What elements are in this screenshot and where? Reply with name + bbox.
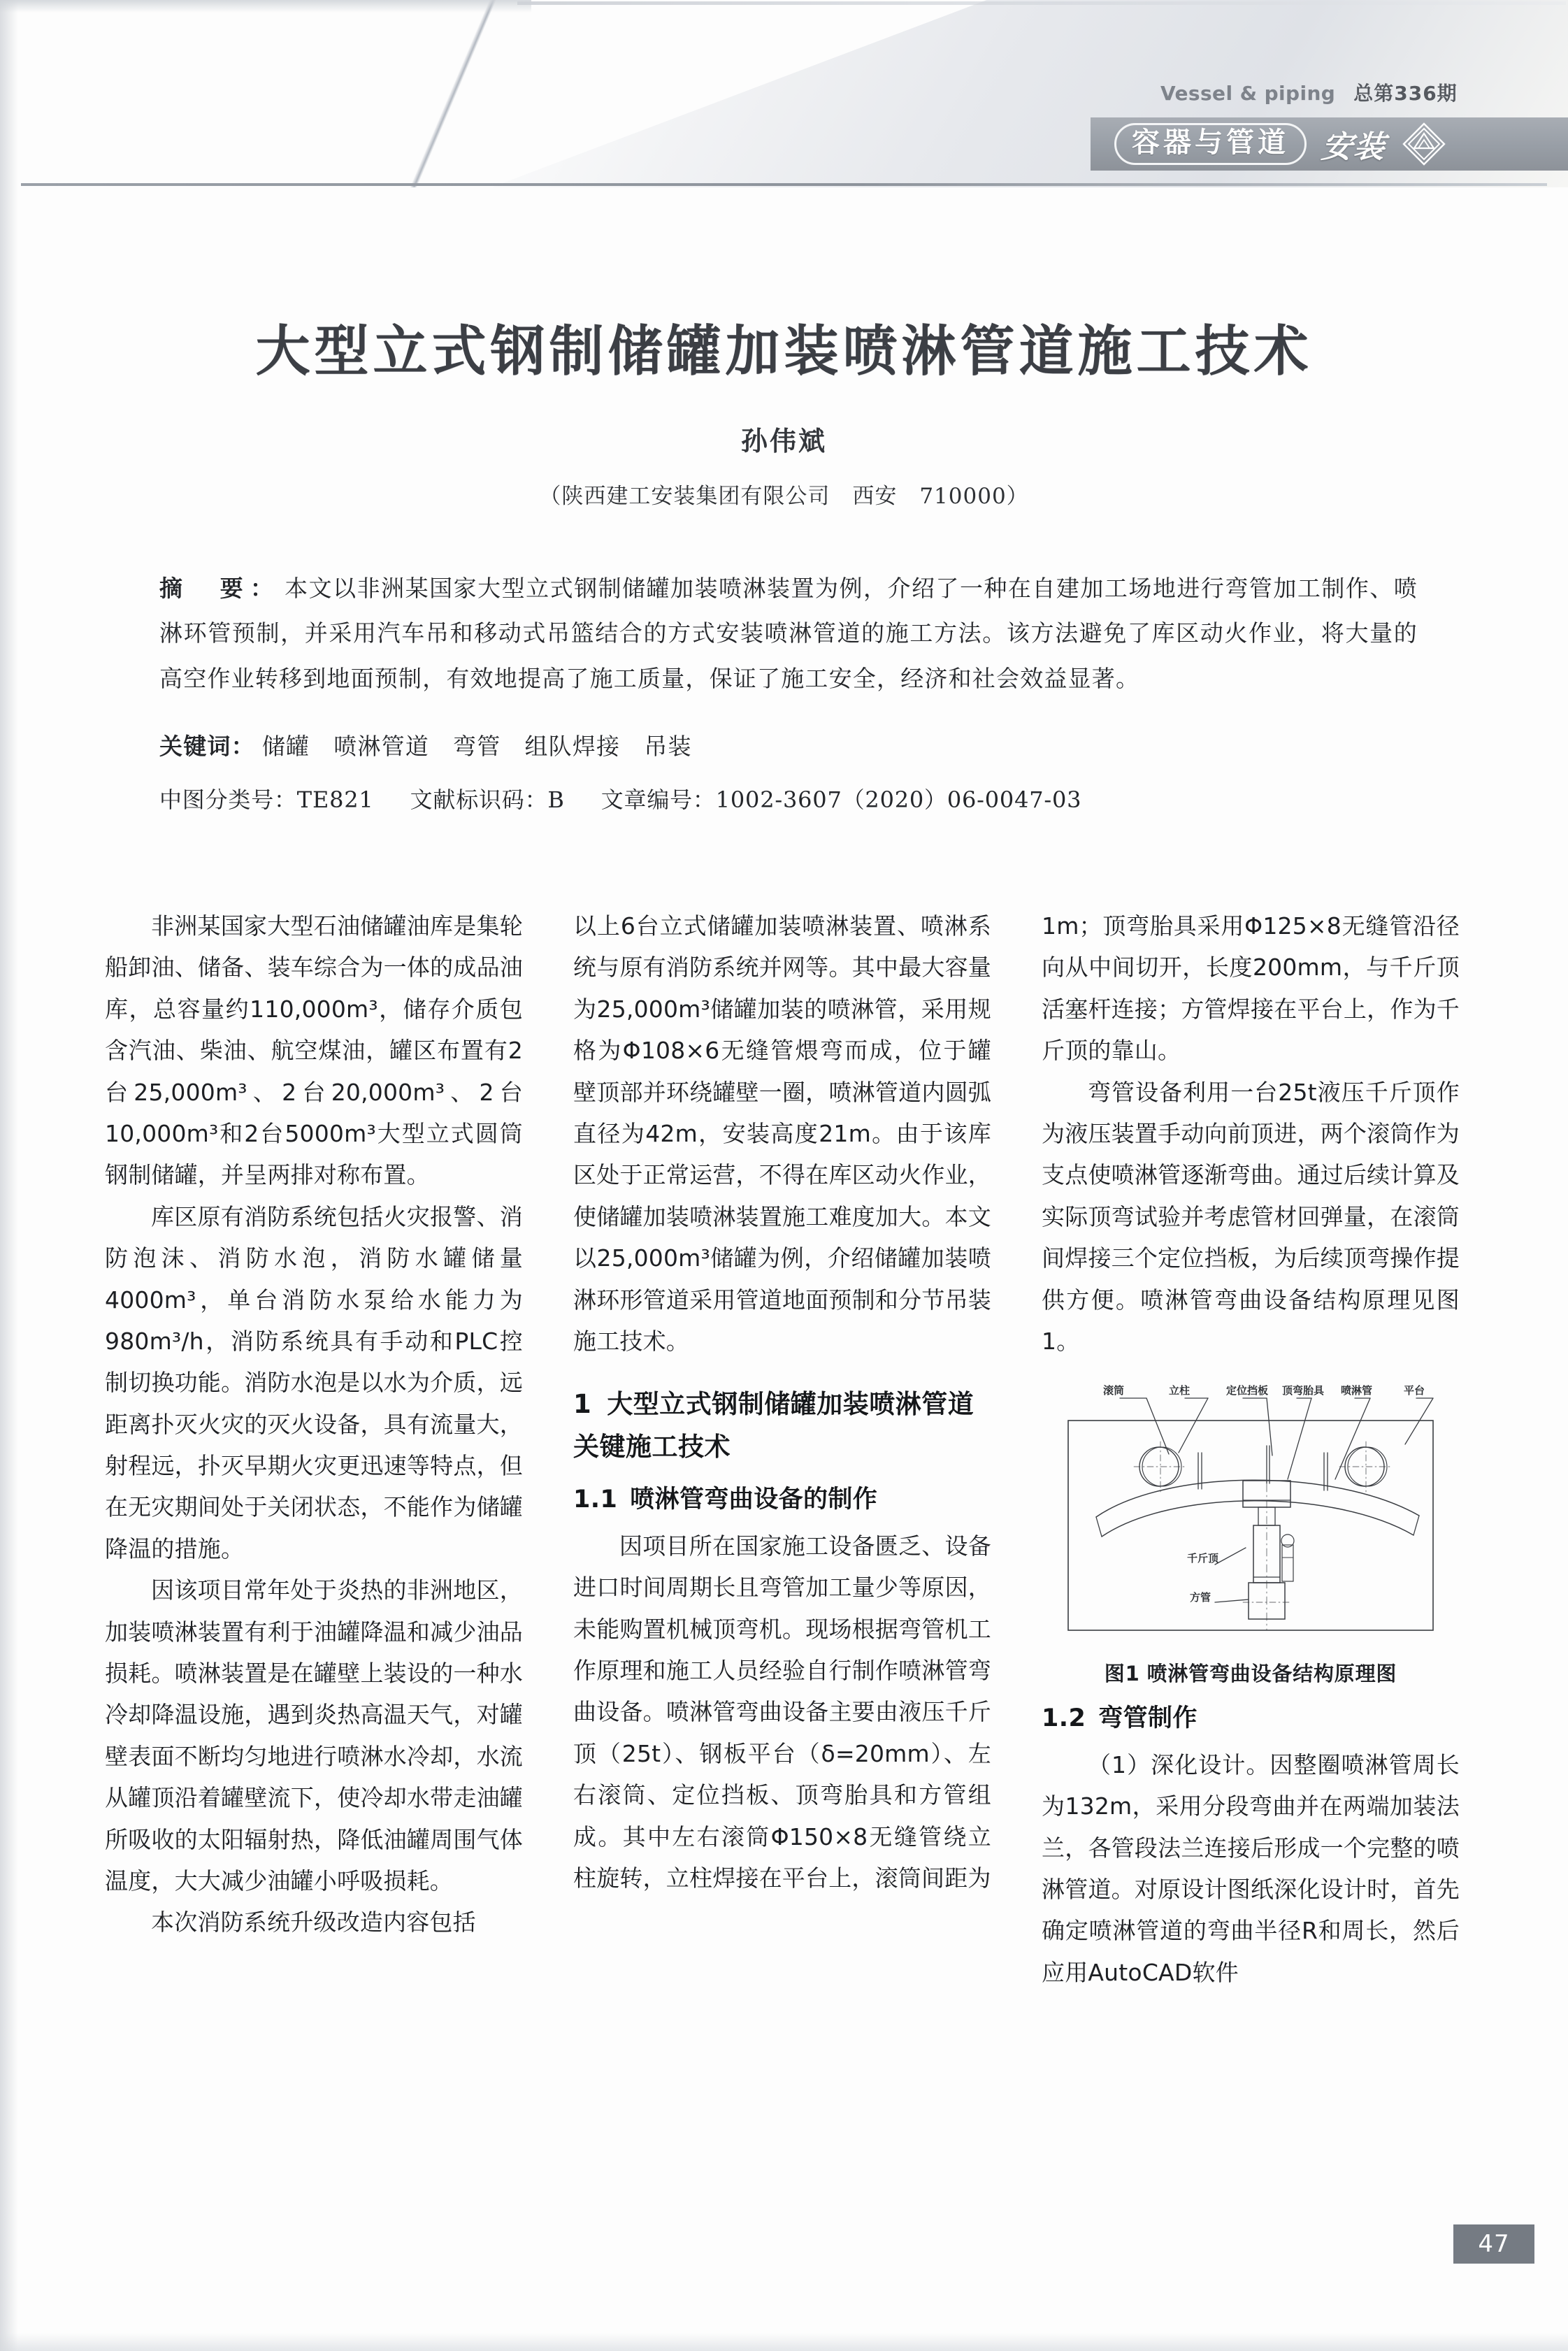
subsection-title: 弯管制作 [1098, 1704, 1197, 1733]
page-left-edge-shade [0, 0, 18, 2351]
keyword-item: 组队焊接 [524, 733, 621, 761]
section-title-pill: 容器与管道 [1114, 123, 1307, 165]
figure-caption-text: 喷淋管弯曲设备结构原理图 [1146, 1662, 1397, 1686]
issue-number: 总第336期 [1353, 82, 1458, 105]
masthead [0, 0, 1568, 187]
journal-name-en: Vessel & piping [1160, 82, 1336, 105]
keyword-item: 喷淋管道 [333, 733, 430, 761]
section-heading-1 [573, 1383, 991, 1468]
body-paragraph: 因项目所在国家施工设备匮乏、设备进口时间周期长且弯管加工量少等原因，未能购置机械顶弯机。现场根据弯管机工作原理和施工人员经验自行制作喷淋管弯曲设备。喷淋管弯曲设备主要由液压千斤顶（25t）、钢板平台（δ=20mm）、左右滚筒、定位挡板、顶弯胎具和方管组成。其中左右滚筒Φ150×8无缝管绕立柱旋转，立柱焊接在平台上，滚筒间距为 [573, 1532, 991, 1892]
diamond-logo-icon [1402, 122, 1446, 166]
abstract-paragraph [159, 566, 1418, 701]
document-code: 文献标识码：B [410, 786, 565, 813]
body-paragraph: （1）深化设计。因整圈喷淋管周长为132m，采用分段弯曲并在两端加装法兰，各管段法兰连接后形成一个完整的喷淋管道。对原设计图纸深化设计时，首先确定喷淋管道的弯曲半径R和周长，然后应用AutoCAD软件 [1042, 1750, 1460, 1986]
keyword-item: 储罐 [261, 733, 310, 761]
keyword-item: 吊装 [644, 733, 692, 761]
abstract-text: 本文以非洲某国家大型立式钢制储罐加装喷淋装置为例，介绍了一种在自建加工场地进行弯管加工制作、喷淋环管预制，并采用汽车吊和移动式吊篮结合的方式安装喷淋管道的施工方法。该方法避免了库区动火作业，将大量的高空作业转移到地面预制，有效地提高了施工质量，保证了施工安全，经济和社会效益显著。 [159, 575, 1418, 692]
body-columns [105, 905, 1461, 1993]
keyword-item: 弯管 [453, 733, 501, 761]
abstract-block [159, 566, 1418, 821]
body-paragraph: 以上6台立式储罐加装喷淋装置、喷淋系统与原有消防系统并网等。其中最大容量为25,000m³储罐加装的喷淋管，采用规格为Φ108×6无缝管煨弯而成，位于罐壁顶部并环绕罐壁一圈，喷淋管道内圆弧直径为42m，安装高度21m。由于该库区处于正常运营，不得在库区动火作业，使储罐加装喷淋装置施工难度加大。本文以25,000m³储罐为例，介绍储罐加装喷淋环形管道采用管道地面预制和分节吊装施工技术。 [573, 912, 991, 1355]
figure-label-platform: 平台 [1404, 1384, 1425, 1397]
figure-label-square-tube: 方管 [1190, 1591, 1211, 1604]
keywords-label: 关键词： [159, 733, 255, 761]
figure-label-spray-pipe: 喷淋管 [1341, 1384, 1373, 1397]
section-banner [1091, 117, 1568, 171]
body-paragraph: 本次消防系统升级改造内容包括 [151, 1908, 476, 1936]
subsection-number: 1.1 [573, 1486, 618, 1514]
page-top-edge-shade [0, 0, 531, 13]
figure-1-caption [1042, 1658, 1460, 1687]
abstract-label: 摘 要： [159, 575, 281, 602]
section-heading-1-2 [1042, 1698, 1460, 1740]
figure-label-die: 顶弯胎具 [1282, 1384, 1325, 1397]
body-paragraph: 弯管设备利用一台25t液压千斤顶作为液压装置手动向前顶进，两个滚筒作为支点使喷淋管逐渐弯曲。通过后续计算及实际顶弯试验并考虑管材回弹量，在滚筒间焊接三个定位挡板，为后续顶弯操作提供方便。喷淋管弯曲设备结构原理见图1。 [1042, 1078, 1460, 1355]
page-number-badge: 47 [1453, 2224, 1534, 2264]
article-author: 孙伟斌 [740, 426, 827, 456]
figure-number: 图1 [1104, 1662, 1140, 1686]
figure-label-stopper: 定位挡板 [1226, 1384, 1269, 1397]
classification-line [159, 779, 1418, 821]
article-title: 大型立式钢制储罐加装喷淋管道施工技术 [255, 320, 1313, 383]
article-number: 文章编号：1002-3607（2020）06-0047-03 [600, 786, 1082, 813]
body-column-2 [573, 905, 991, 1993]
body-paragraph: 非洲某国家大型石油储罐油库是集轮船卸油、储备、装车综合为一体的成品油库，总容量约110,000m³，储存介质包含汽油、柴油、航空煤油，罐区布置有2台25,000m³、2台20,000m³、2台10,000m³和2台5000m³大型立式圆筒钢制储罐，并呈两排对称布置。 [105, 912, 523, 1189]
masthead-divider-rule [21, 183, 1547, 186]
body-paragraph: 因该项目常年处于炎热的非洲地区，加装喷淋装置有利于油罐降温和减少油品损耗。喷淋装置是在罐壁上装设的一种水冷却降温设施，遇到炎热高温天气，对罐壁表面不断均匀地进行喷淋水冷却，水流从罐顶沿着罐壁流下，使冷却水带走油罐所吸收的太阳辐射热，降低油罐周围气体温度，大大减少油罐小呼吸损耗。 [105, 1576, 523, 1895]
figure-label-column: 立柱 [1169, 1384, 1191, 1397]
section-number: 1 [573, 1389, 592, 1420]
section-title: 大型立式钢制储罐加装喷淋管道关键施工技术 [573, 1389, 974, 1462]
body-paragraph: 库区原有消防系统包括火灾报警、消防泡沫、消防水泡，消防水罐储量4000m³，单台消防水泵给水能力为980m³/h，消防系统具有手动和PLC控制切换功能。消防水泡是以水为介质，远距离扑灭火灾的灭火设备，具有流量大，射程远，扑灭早期火灾更迅速等特点，但在无灾期间处于关闭状态，不能作为储罐降温的措施。 [105, 1202, 523, 1562]
publisher-wordmark: 安装 [1319, 129, 1388, 165]
clc-number: 中图分类号：TE821 [159, 786, 374, 813]
figure-1 [1042, 1377, 1460, 1687]
body-paragraph: 1m；顶弯胎具采用Φ125×8无缝管沿径向从中间切开，长度200mm，与千斤顶活塞杆连接；方管焊接在平台上，作为千斤顶的靠山。 [1042, 912, 1460, 1065]
figure-1-diagram [1042, 1377, 1460, 1650]
figure-label-jack: 千斤顶 [1187, 1552, 1219, 1565]
masthead-wedge-edge [410, 0, 496, 187]
body-column-3 [1042, 905, 1460, 1993]
subsection-number: 1.2 [1042, 1704, 1086, 1733]
subsection-title: 喷淋管弯曲设备的制作 [630, 1486, 878, 1514]
masthead-top-rule [517, 1, 1566, 5]
page-bottom-shade [0, 2333, 1568, 2351]
keywords-line [159, 725, 1418, 769]
issue-line [1160, 78, 1458, 106]
figure-label-roller: 滚筒 [1103, 1384, 1125, 1397]
section-heading-1-1 [573, 1479, 991, 1521]
author-affiliation: （陕西建工安装集团有限公司 西安 710000） [539, 484, 1029, 509]
body-column-1 [105, 905, 523, 1993]
